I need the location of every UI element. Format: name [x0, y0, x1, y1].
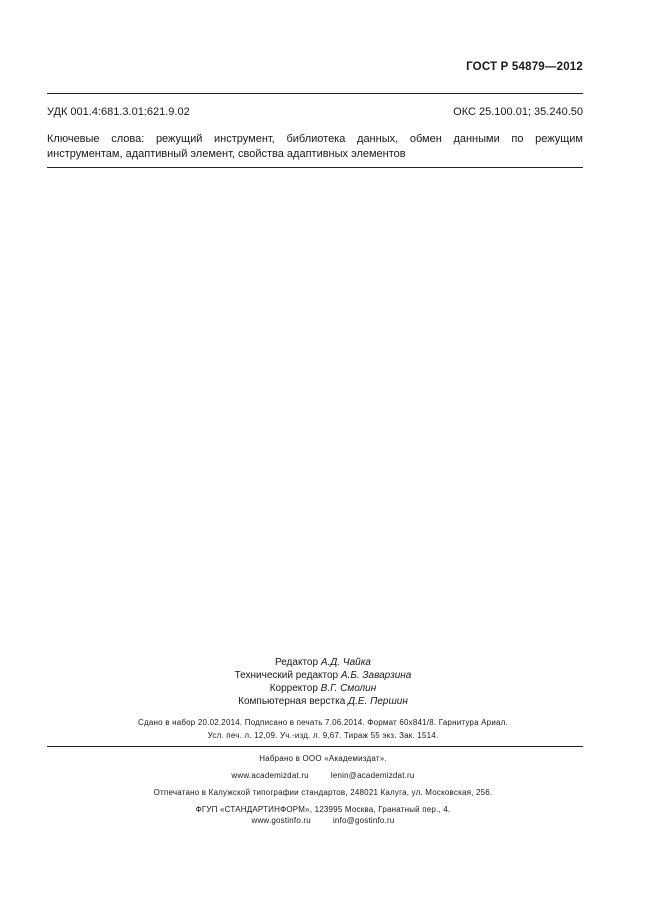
- oks-code: ОКС 25.100.01; 35.240.50: [453, 106, 583, 118]
- credits-block: [0, 656, 646, 708]
- publication-info: [0, 717, 646, 742]
- typeset-email-link[interactable]: lenin@academizdat.ru: [330, 771, 415, 780]
- keywords-divider: [47, 167, 583, 168]
- publisher-info: ФГУП «СТАНДАРТИНФОРМ», 123995 Москва, Гранатный пер., 4.: [195, 805, 451, 814]
- imprint-divider: [47, 746, 583, 747]
- publication-line-1: Сдано в набор 20.02.2014. Подписано в печать 7.06.2014. Формат 60х841/8. Гарнитура Ариал.: [138, 718, 508, 727]
- udk-code: УДК 001.4:681.3.01:621.9.02: [47, 106, 190, 118]
- standard-code: ГОСТ Р 54879—2012: [466, 61, 583, 73]
- credit-corrector: Корректор В.Г. Смолин: [269, 683, 377, 694]
- credit-editor: Редактор А.Д. Чайка: [274, 657, 371, 668]
- typeset-contacts: [0, 771, 646, 780]
- typeset-info: Набрано в ООО «Академиздат».: [259, 754, 387, 763]
- header-divider: [47, 93, 583, 94]
- credit-layout: Компьютерная верстка Д.Е. Першин: [238, 696, 408, 707]
- publisher-contacts: [0, 816, 646, 825]
- keywords: Ключевые слова: режущий инструмент, библиотека данных, обмен данными по режущим инструментам, адаптивный элемент, свойства адаптивных элементов: [47, 133, 583, 160]
- publisher-site-link[interactable]: www.gostinfo.ru: [251, 816, 311, 825]
- credit-tech-editor: Технический редактор А.Б. Заварзина: [234, 670, 412, 681]
- publisher-email-link[interactable]: info@gostinfo.ru: [332, 816, 395, 825]
- publication-line-2: Усл. печ. л. 12,09. Уч.-изд. л. 9,67. Тираж 55 экз. Зак. 1514.: [207, 730, 439, 740]
- typeset-site-link[interactable]: www.academizdat.ru: [231, 771, 309, 780]
- printed-info: Отпечатано в Калужской типографии стандартов, 248021 Калуга, ул. Московская, 256.: [153, 788, 493, 797]
